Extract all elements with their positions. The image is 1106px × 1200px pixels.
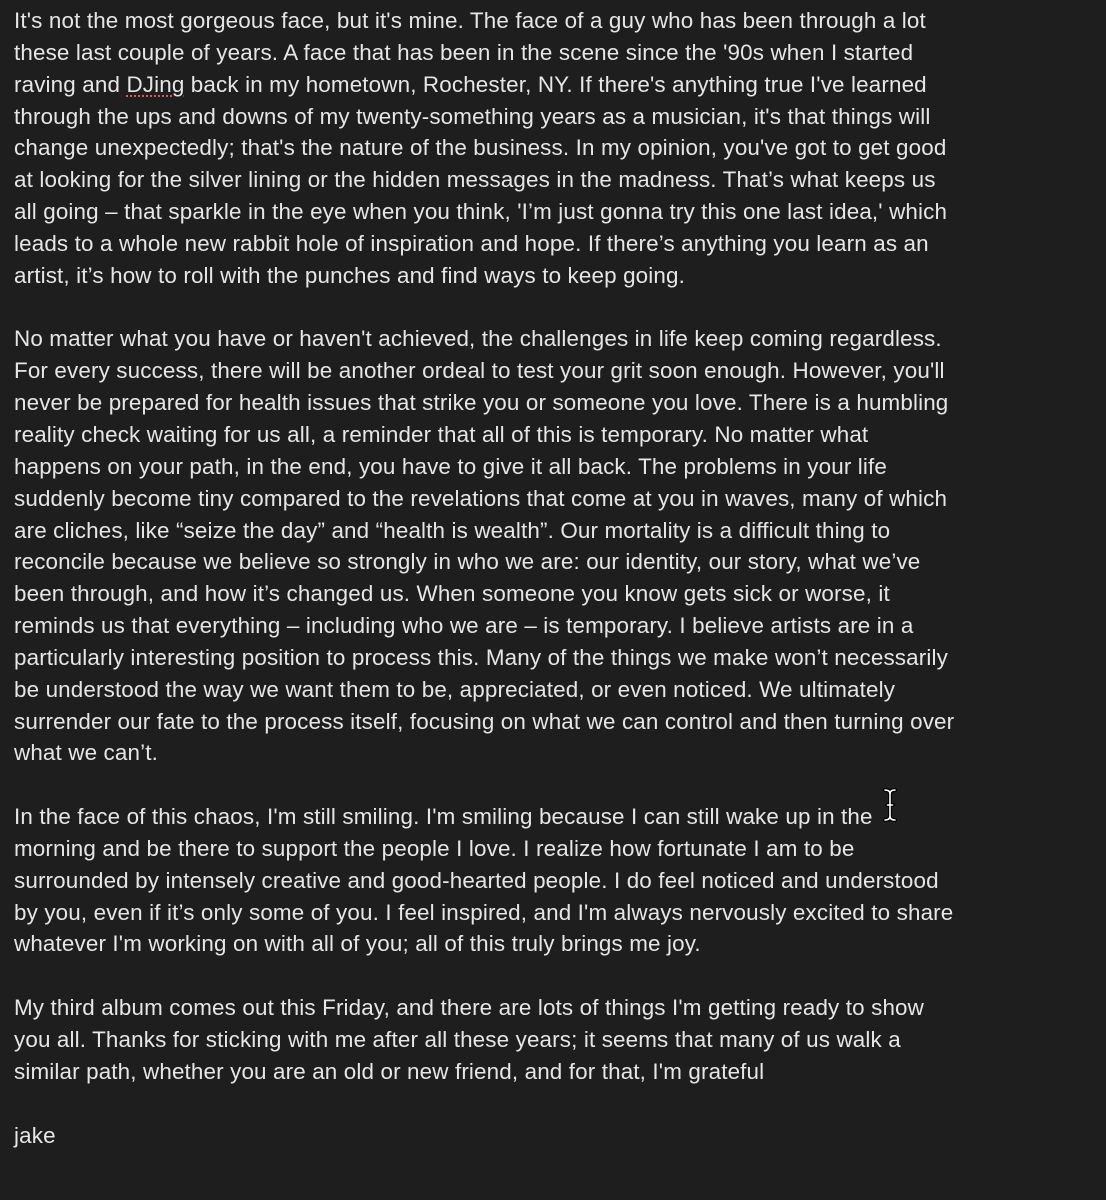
text-line: reminds us that everything – including who we are – is temporary. I believe artists are in a	[14, 613, 914, 639]
text-line: by you, even if it’s only some of you. I feel inspired, and I'm always nervously excited to share	[14, 899, 954, 925]
text-line: For every success, there will be another ordeal to test your grit soon enough. However, you'll	[14, 358, 945, 384]
text-line: what we can’t.	[14, 740, 158, 766]
text-line: be understood the way we want them to be, appreciated, or even noticed. We ultimately	[14, 676, 896, 702]
text-line: never be prepared for health issues that strike you or someone you love. There is a humbling	[14, 390, 949, 416]
text-line: similar path, whether you are an old or new friend, and for that, I'm grateful	[14, 1058, 765, 1084]
text-line: through the ups and downs of my twenty-something years as a musician, it's that things will	[14, 103, 931, 129]
text-line: at looking for the silver lining or the hidden messages in the madness. That’s what keeps us	[14, 167, 936, 193]
blank-line	[14, 1088, 1092, 1120]
text-line: morning and be there to support the people I love. I realize how fortunate I am to be	[14, 835, 855, 861]
text-line: surrounded by intensely creative and good-hearted people. I do feel noticed and understood	[14, 867, 939, 893]
text-segment: back in my hometown, Rochester, NY. If there's anything true I've learned	[184, 71, 927, 97]
text-line: these last couple of years. A face that has been in the scene since the '90s when I started	[14, 39, 914, 65]
paragraph	[14, 992, 1092, 1088]
text-line: suddenly become tiny compared to the revelations that come at you in waves, many of which	[14, 485, 948, 511]
paragraph	[14, 323, 1092, 769]
text-line: In the face of this chaos, I'm still smiling. I'm smiling because I can still wake up in the	[14, 804, 873, 830]
paragraph	[14, 5, 1092, 292]
text-line: surrender our fate to the process itself, focusing on what we can control and then turning over	[14, 708, 955, 734]
signature-line: jake	[14, 1122, 56, 1148]
text-line: leads to a whole new rabbit hole of inspiration and hope. If there’s anything you learn as an	[14, 230, 929, 256]
text-line: My third album comes out this Friday, and there are lots of things I'm getting ready to show	[14, 995, 924, 1021]
text-segment: raving and	[14, 71, 127, 97]
misspelled-word[interactable]: DJing	[126, 71, 185, 97]
blank-line	[14, 292, 1092, 324]
text-line: happens on your path, in the end, you have to give it all back. The problems in your life	[14, 453, 888, 479]
text-line: all going – that sparkle in the eye when you think, 'I’m just gonna try this one last idea,' which	[14, 199, 948, 225]
text-line: are cliches, like “seize the day” and “health is wealth”. Our mortality is a difficult thing to	[14, 517, 891, 543]
text-line: reconcile because we believe so strongly in who we are: our identity, our story, what we’ve	[14, 549, 921, 575]
text-line: been through, and how it’s changed us. When someone you know gets sick or worse, it	[14, 581, 890, 607]
text-line: artist, it’s how to roll with the punches and find ways to keep going.	[14, 262, 685, 288]
text-line: No matter what you have or haven't achieved, the challenges in life keep coming regardless.	[14, 326, 942, 352]
text-line: change unexpectedly; that's the nature of the business. In my opinion, you've got to get good	[14, 135, 947, 161]
text-line: It's not the most gorgeous face, but it's mine. The face of a guy who has been through a lot	[14, 8, 926, 33]
paragraph	[14, 1120, 1092, 1152]
text-line: you all. Thanks for sticking with me after all these years; it seems that many of us walk a	[14, 1027, 901, 1052]
text-line: particularly interesting position to process this. Many of the things we make won’t necessarily	[14, 644, 948, 670]
blank-line	[14, 960, 1092, 992]
text-line: whatever I'm working on with all of you; all of this truly brings me joy.	[14, 931, 701, 957]
paragraph	[14, 801, 1092, 960]
blank-line	[14, 769, 1092, 801]
text-line-with-spellcheck	[14, 69, 1092, 101]
text-line: reality check waiting for us all, a reminder that all of this is temporary. No matter what	[14, 421, 869, 447]
